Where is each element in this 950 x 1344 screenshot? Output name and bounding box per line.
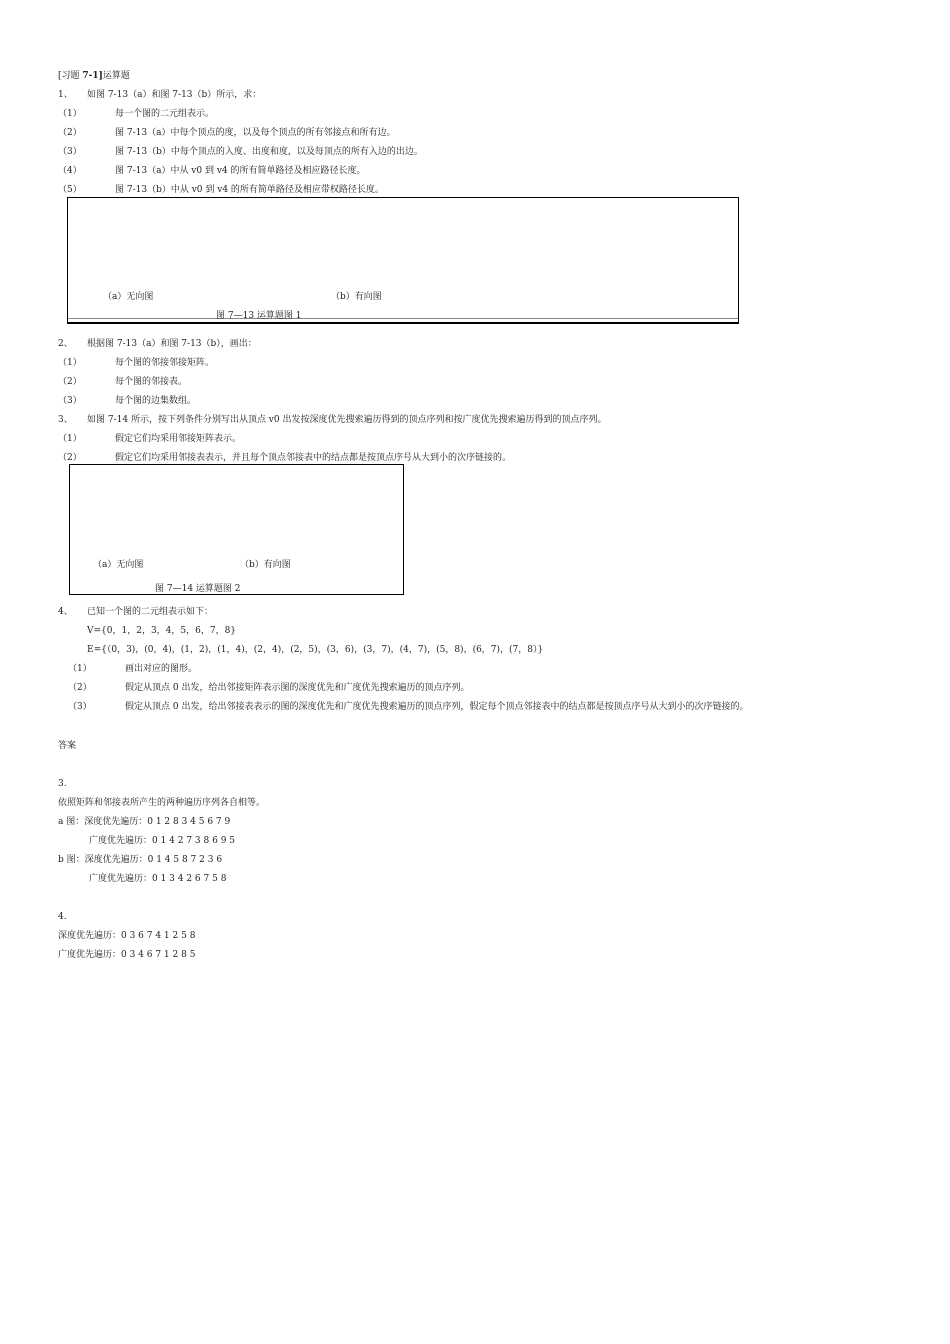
q4-vertex-set: V={0，1，2，3，4，5，6，7，8} (87, 626, 237, 636)
q1-item-2-text: 图 7-13（a）中每个顶点的度，以及每个顶点的所有邻接点和所有边。 (115, 128, 396, 138)
q2-item-3-text: 每个图的边集数组。 (115, 396, 197, 406)
answer-3-b-bfs: 广度优先遍历：0 1 3 4 2 6 7 5 8 (89, 874, 227, 884)
header-prefix: [习题 (58, 71, 83, 81)
figure-7-13-bottom-border (67, 322, 739, 324)
answer-3-number: 3. (58, 779, 67, 789)
header-suffix: 运算题 (102, 71, 130, 81)
q4-item-2-text: 假定从顶点 0 出发，给出邻接矩阵表示图的深度优先和广度优先搜索遍历的顶点序列。 (125, 683, 470, 693)
q1-item-5-number: （5） (58, 185, 82, 195)
figure-7-13-label-b: （b）有向图 (331, 292, 382, 302)
figure-7-13-label-a: （a）无向图 (103, 292, 154, 302)
q2-item-1-text: 每个图的邻接邻接矩阵。 (115, 358, 215, 368)
q3-text: 如图 7-14 所示，按下列条件分别写出从顶点 v0 出发按深度优先搜索遍历得到的顶点序列和按广度优先搜索遍历得到的顶点序列。 (87, 415, 607, 425)
q3-number: 3、 (58, 415, 73, 425)
q2-number: 2、 (58, 339, 73, 349)
q4-item-2-number: （2） (68, 683, 92, 693)
q4-item-3-number: （3） (68, 702, 92, 712)
figure-7-13-caption-rule (68, 318, 738, 319)
q3-item-1-text: 假定它们均采用邻接矩阵表示。 (115, 434, 242, 444)
figure-7-13-caption: 图 7—13 运算题图 1 (216, 311, 302, 321)
q2-text: 根据图 7-13（a）和图 7-13（b），画出： (87, 339, 257, 349)
figure-7-13-frame (67, 197, 739, 324)
figure-7-14-caption: 图 7—14 运算题图 2 (155, 584, 241, 594)
answer-4-bfs: 广度优先遍历：0 3 4 6 7 1 2 8 5 (58, 950, 196, 960)
answer-3-b-dfs: b 图：深度优先遍历：0 1 4 5 8 7 2 3 6 (58, 855, 223, 865)
q1-item-3-text: 图 7-13（b）中每个顶点的入度、出度和度，以及每顶点的所有入边的出边。 (115, 147, 423, 157)
q1-item-4-text: 图 7-13（a）中从 v0 到 v4 的所有简单路径及相应路径长度。 (115, 166, 366, 176)
q2-item-2-text: 每个图的邻接表。 (115, 377, 188, 387)
q1-text: 如图 7-13（a）和图 7-13（b）所示，求： (87, 90, 262, 100)
q1-item-3-number: （3） (58, 147, 82, 157)
q1-number: 1、 (58, 90, 73, 100)
header-number: 7-1] (82, 71, 103, 81)
q4-number: 4、 (58, 607, 73, 617)
q3-item-2-text: 假定它们均采用邻接表表示，并且每个顶点邻接表中的结点都是按顶点序号从大到小的次序链接的。 (115, 453, 512, 463)
figure-7-14-label-a: （a）无向图 (93, 560, 144, 570)
q4-item-3-text: 假定从顶点 0 出发，给出邻接表表示的图的深度优先和广度优先搜索遍历的顶点序列，假定每个顶点邻接表中的结点都是按顶点序号从大到小的次序链接的。 (125, 702, 749, 712)
answer-3-note: 依照矩阵和邻接表所产生的两种遍历序列各自相等。 (58, 798, 266, 808)
figure-7-14-frame (69, 464, 404, 595)
q4-item-1-text: 画出对应的图形。 (125, 664, 198, 674)
q3-item-1-number: （1） (58, 434, 82, 444)
q1-item-2-number: （2） (58, 128, 82, 138)
q1-item-5-text: 图 7-13（b）中从 v0 到 v4 的所有简单路径及相应带权路径长度。 (115, 185, 384, 195)
q2-item-2-number: （2） (58, 377, 82, 387)
answer-4-number: 4. (58, 912, 67, 922)
q2-item-3-number: （3） (58, 396, 82, 406)
exercise-header (58, 70, 130, 82)
answers-title: 答案 (58, 741, 77, 751)
q1-item-4-number: （4） (58, 166, 82, 176)
q4-item-1-number: （1） (68, 664, 92, 674)
answer-3-a-dfs: a 图：深度优先遍历：0 1 2 8 3 4 5 6 7 9 (58, 817, 231, 827)
q1-item-1-number: （1） (58, 109, 82, 119)
q3-item-2-number: （2） (58, 453, 82, 463)
q4-text: 已知一个图的二元组表示如下： (87, 607, 214, 617)
q4-edge-set: E={（0，3)，(0，4)，(1，2)，(1，4)，(2，4)，(2，5)，(3，6)，(3，7)，(4，7)，(5，8)，(6，7)，(7，8）} (87, 645, 544, 655)
figure-7-14-label-b: （b）有向图 (240, 560, 291, 570)
answer-3-a-bfs: 广度优先遍历：0 1 4 2 7 3 8 6 9 5 (89, 836, 236, 846)
q2-item-1-number: （1） (58, 358, 82, 368)
answer-4-dfs: 深度优先遍历：0 3 6 7 4 1 2 5 8 (58, 931, 196, 941)
q1-item-1-text: 每一个图的二元组表示。 (115, 109, 215, 119)
